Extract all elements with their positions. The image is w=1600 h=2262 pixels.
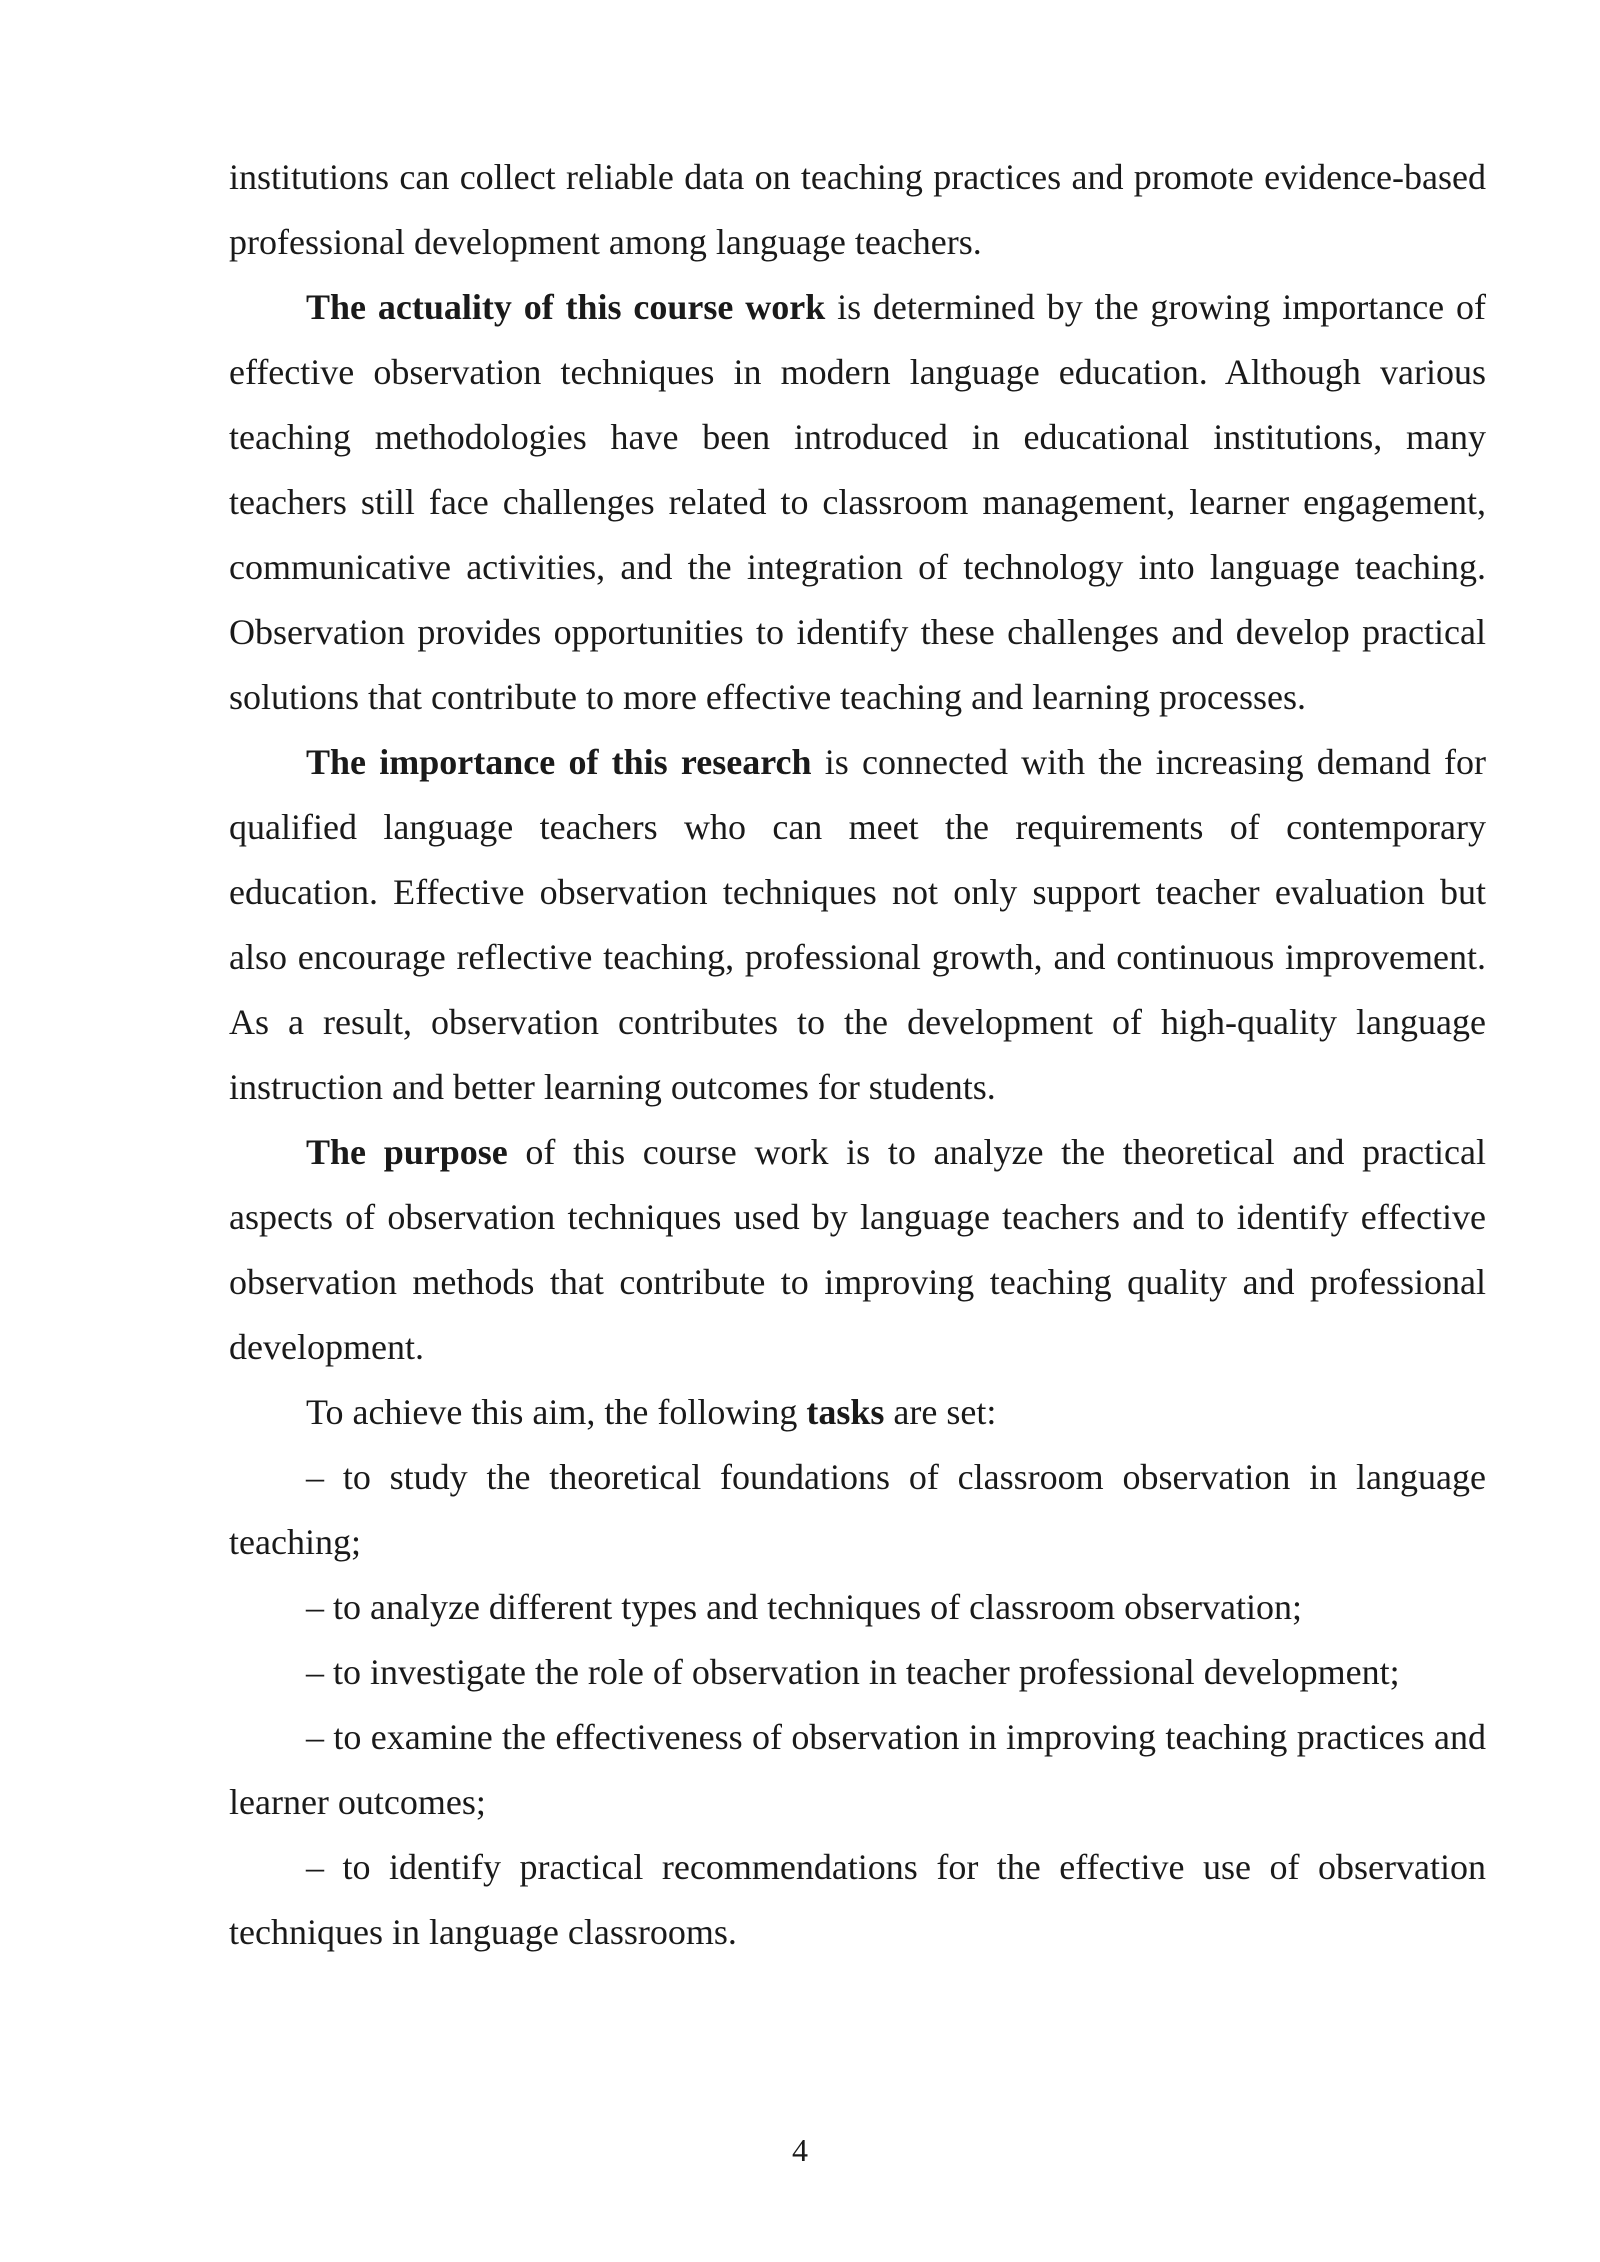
importance-text: is connected with the increasing demand for qualified language teachers who can meet the requirements of contemporary education. Effective observation techniques not only support teacher evaluation but also encourage reflective teaching, professional growth, and continuous improvement. As a result, observation contributes to the development of high-quality language instruction and better learning outcomes for students.	[229, 742, 1486, 1107]
tasks-intro-end: are set:	[884, 1392, 997, 1432]
task-item: – to study the theoretical foundations of classroom observation in language teaching;	[229, 1457, 1486, 1562]
paragraph-actuality	[229, 275, 1486, 730]
task-item: – to examine the effectiveness of observation in improving teaching practices and learner outcomes;	[229, 1717, 1486, 1822]
page-number: 4	[792, 2132, 808, 2168]
paragraph-intro-continuation: institutions can collect reliable data on teaching practices and promote evidence-based professional development among language teachers.	[229, 157, 1486, 262]
page-body	[229, 145, 1486, 1965]
paragraph-tasks-intro	[229, 1380, 1486, 1445]
purpose-heading: The purpose	[306, 1132, 508, 1172]
importance-heading: The importance of this research	[306, 742, 812, 782]
task-item: – to investigate the role of observation in teacher professional development;	[306, 1652, 1400, 1692]
tasks-intro-start: To achieve this aim, the following	[306, 1392, 807, 1432]
actuality-text: is determined by the growing importance of effective observation techniques in modern language education. Although various teaching methodologies have been introduced in educational institutions, many teachers still face challenges related to classroom management, learner engagement, communicative activities, and the integration of technology into language teaching. Observation provides opportunities to identify these challenges and develop practical solutions that contribute to more effective teaching and learning processes.	[229, 287, 1486, 717]
tasks-heading: tasks	[806, 1392, 885, 1432]
actuality-heading: The actuality of this course work	[306, 287, 826, 327]
paragraph-purpose	[229, 1120, 1486, 1380]
task-item: – to analyze different types and techniques of classroom observation;	[306, 1587, 1303, 1627]
purpose-text: of this course work is to analyze the theoretical and practical aspects of observation techniques used by language teachers and to identify effective observation methods that contribute to improving teaching quality and professional development.	[229, 1132, 1486, 1367]
task-item: – to identify practical recommendations for the effective use of observation techniques in language classrooms.	[229, 1847, 1486, 1952]
paragraph-importance	[229, 730, 1486, 1120]
